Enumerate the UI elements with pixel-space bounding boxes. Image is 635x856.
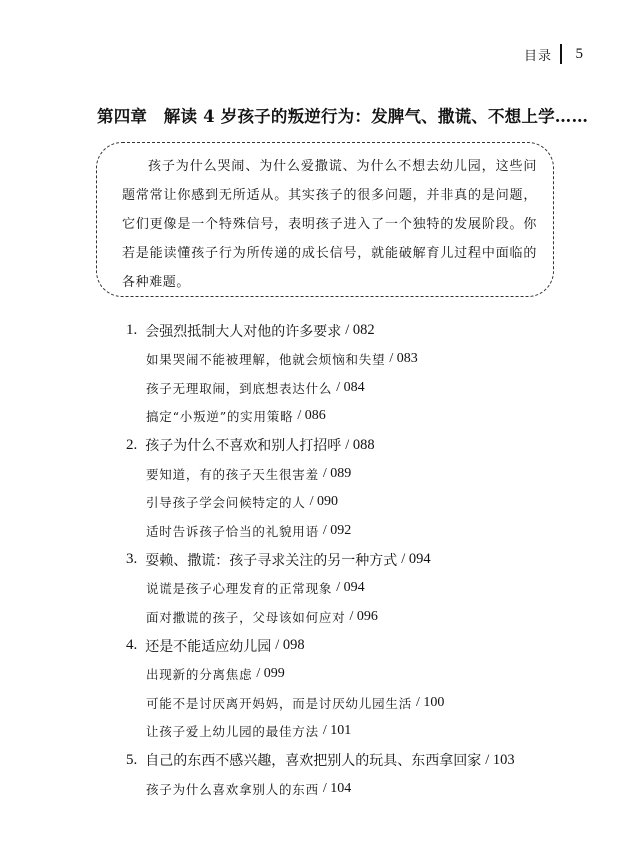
- subsection-title: 适时告诉孩子恰当的礼貌用语: [146, 523, 319, 539]
- subsection-page: / 100: [416, 694, 445, 710]
- subsection-page: / 090: [309, 494, 338, 510]
- subsection-title: 引导孩子学会问候特定的人: [146, 495, 306, 511]
- toc-section-5: [126, 746, 556, 804]
- section-number: 2.: [126, 436, 138, 453]
- section-title: 会强烈抵制大人对他的许多要求: [145, 323, 342, 340]
- section-title: 还是不能适应幼儿园: [145, 638, 272, 655]
- subsection-page: / 101: [322, 723, 352, 739]
- section-page: / 098: [275, 637, 305, 653]
- toc-section-3: [126, 545, 556, 631]
- chapter-title: 第四章 解读 4 岁孩子的叛逆行为：发脾气、撒谎、不想上学……: [97, 107, 589, 126]
- header-divider: [560, 44, 562, 64]
- subsection-title: 说谎是孩子心理发育的正常现象: [146, 581, 333, 597]
- subsection-title: 搞定“小叛逆”的实用策略: [146, 409, 294, 425]
- toc-section-heading[interactable]: [126, 316, 556, 345]
- toc-subsection[interactable]: [146, 488, 556, 517]
- toc-subsection-list: [126, 574, 556, 631]
- section-title: 耍赖、撒谎：孩子寻求关注的另一种方式: [145, 552, 398, 569]
- toc-section-heading[interactable]: [126, 746, 556, 775]
- section-title: 自己的东西不感兴趣，喜欢把别人的玩具、东西拿回家: [145, 753, 482, 769]
- subsection-title: 可能不是讨厌离开妈妈，而是讨厌幼儿园生活: [146, 695, 413, 711]
- subsection-title: 孩子为什么喜欢拿别人的东西: [146, 781, 319, 797]
- toc-section-1: [126, 316, 556, 431]
- toc-subsection[interactable]: [146, 603, 556, 632]
- toc-subsection[interactable]: [146, 689, 556, 718]
- toc-subsection-list: [126, 345, 556, 431]
- subsection-page: / 099: [256, 666, 285, 682]
- toc-subsection-list: [126, 460, 556, 546]
- toc-subsection[interactable]: [146, 660, 556, 689]
- subsection-page: / 104: [322, 780, 352, 796]
- toc-subsection[interactable]: [146, 460, 556, 489]
- subsection-title: 孩子无理取闹，到底想表达什么: [146, 380, 333, 396]
- running-header: [524, 44, 583, 64]
- section-number: 3.: [126, 551, 138, 567]
- toc-subsection[interactable]: [146, 374, 556, 403]
- subsection-title: 让孩子爱上幼儿园的最佳方法: [146, 724, 319, 740]
- subsection-page: / 092: [322, 522, 352, 538]
- subsection-title: 要知道，有的孩子天生很害羞: [146, 466, 319, 482]
- section-page: / 088: [345, 436, 375, 453]
- section-number: 4.: [126, 637, 138, 653]
- toc-section-4: [126, 631, 556, 746]
- toc-section-heading[interactable]: [126, 431, 556, 460]
- toc-section-2: [126, 431, 556, 546]
- subsection-page: / 083: [389, 351, 418, 367]
- section-number: 5.: [126, 751, 138, 768]
- subsection-page: / 096: [349, 608, 378, 624]
- toc-subsection-list: [126, 660, 556, 746]
- toc-subsection[interactable]: [146, 574, 556, 603]
- section-page: / 103: [485, 751, 515, 768]
- toc-subsection[interactable]: [146, 345, 556, 374]
- toc-subsection[interactable]: [146, 717, 556, 746]
- toc-subsection[interactable]: [146, 402, 556, 431]
- toc-subsection[interactable]: [146, 775, 556, 804]
- table-of-contents: [126, 316, 556, 803]
- subsection-page: / 094: [336, 580, 365, 596]
- section-title: 孩子为什么不喜欢和别人打招呼: [145, 438, 342, 454]
- running-header-title: 目录: [523, 48, 552, 64]
- subsection-page: / 089: [322, 465, 352, 481]
- subsection-title: 如果哭闹不能被理解，他就会烦恼和失望: [146, 352, 386, 368]
- subsection-title: 出现新的分离焦虑: [146, 667, 253, 683]
- toc-subsection[interactable]: [146, 517, 556, 546]
- toc-section-heading[interactable]: [126, 545, 556, 574]
- page-number: 5: [575, 45, 583, 62]
- intro-text: 孩子为什么哭闹、为什么爱撒谎、为什么不想去幼儿园，这些问题常常让你感到无所适从。其实孩子的很多问题，并非真的是问题，它们更像是一个特殊信号，表明孩子进入了一个独特的发展阶段。你若是能读懂孩子行为所传递的成长信号，就能破解育儿过程中面临的各种难题。: [122, 159, 537, 290]
- subsection-title: 面对撒谎的孩子，父母该如何应对: [146, 609, 346, 625]
- subsection-page: / 086: [297, 408, 326, 424]
- section-page: / 082: [345, 322, 375, 338]
- section-page: / 094: [401, 551, 431, 567]
- section-number: 1.: [126, 322, 138, 338]
- toc-section-heading[interactable]: [126, 631, 556, 660]
- subsection-page: / 084: [336, 379, 365, 395]
- toc-subsection-list: [126, 775, 556, 804]
